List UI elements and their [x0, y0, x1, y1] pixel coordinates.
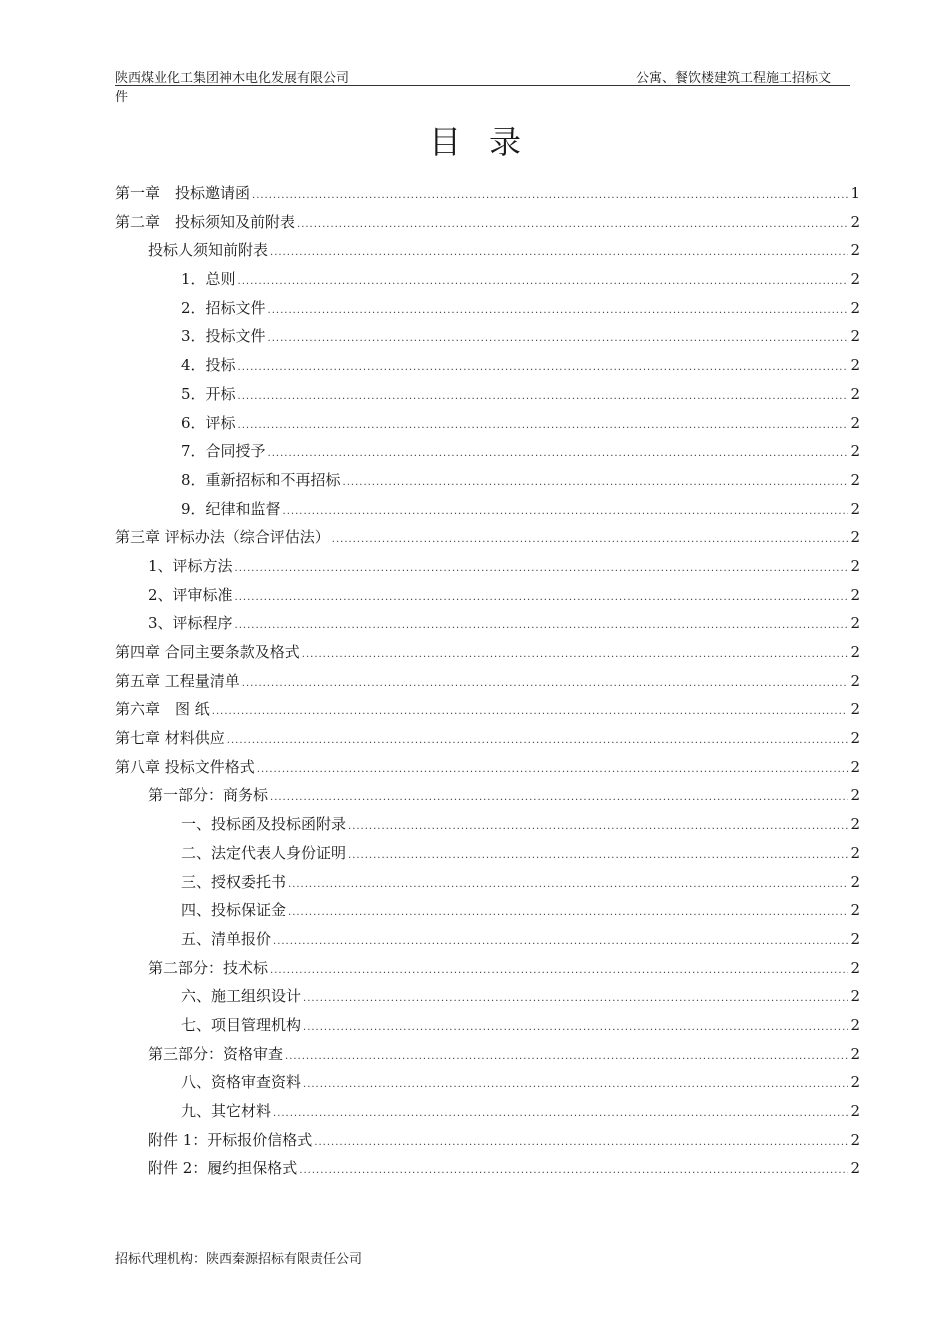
toc-entry-page: 2 — [850, 671, 860, 690]
toc-entry[interactable] — [115, 928, 860, 957]
toc-entry-page: 2 — [850, 929, 860, 948]
toc-entry-page: 2 — [850, 643, 860, 661]
toc-entry[interactable] — [115, 756, 860, 785]
toc-entry-page: 2 — [850, 384, 860, 403]
toc-dot-leader — [257, 764, 849, 775]
toc-dot-leader — [348, 821, 848, 832]
toc-dot-leader — [343, 477, 849, 488]
toc-entry-title: 第三章 评标办法（综合评估法） — [115, 528, 330, 547]
toc-entry-title: 附件 2：履约担保格式 — [148, 1159, 298, 1178]
toc-entry-title: 3．投标文件 — [181, 327, 266, 346]
toc-entry-title: 8．重新招标和不再招标 — [181, 470, 341, 489]
toc-dot-leader — [238, 362, 849, 373]
toc-entry-title: 第八章 投标文件格式 — [115, 757, 255, 776]
toc-entry-page: 2 — [850, 556, 860, 575]
toc-entry-title: 1．总则 — [181, 270, 236, 289]
table-of-contents — [115, 182, 860, 1186]
toc-entry-title: 八、资格审查资料 — [181, 1073, 302, 1092]
toc-dot-leader — [235, 620, 849, 631]
toc-entry[interactable] — [115, 1014, 860, 1043]
toc-entry-title: 一、投标函及投标函附录 — [181, 815, 347, 834]
toc-entry-page: 2 — [850, 1044, 860, 1063]
toc-entry-page: 2 — [850, 901, 860, 920]
toc-entry-title: 三、授权委托书 — [181, 872, 287, 891]
header-right: 公寓、餐饮楼建筑工程施工招标文 — [636, 71, 832, 86]
toc-entry-title: 附件 1：开标报价信格式 — [148, 1130, 313, 1149]
toc-entry-page: 2 — [850, 757, 860, 776]
toc-entry-title: 第六章 图 纸 — [115, 700, 210, 719]
toc-entry[interactable] — [115, 985, 860, 1014]
toc-entry[interactable] — [115, 182, 860, 211]
toc-entry-title: 2、评审标准 — [148, 585, 233, 604]
toc-entry[interactable] — [115, 584, 860, 613]
toc-entry-page: 1 — [850, 184, 860, 202]
header-left-line2: 件 — [115, 90, 129, 105]
toc-entry[interactable] — [115, 383, 860, 412]
toc-entry-title: 第二章 投标须知及前附表 — [115, 212, 296, 231]
toc-entry-page: 2 — [850, 298, 860, 317]
toc-entry-page: 2 — [850, 499, 860, 518]
toc-dot-leader — [238, 276, 849, 287]
toc-entry-page: 2 — [850, 470, 860, 489]
toc-dot-leader — [288, 907, 848, 918]
toc-entry-page: 2 — [850, 528, 860, 547]
toc-entry-title: 第一部分：商务标 — [148, 786, 269, 805]
toc-entry-page: 2 — [850, 241, 860, 260]
toc-dot-leader — [242, 678, 849, 689]
toc-entry-title: 6．评标 — [181, 413, 236, 432]
toc-entry-page: 2 — [850, 700, 860, 719]
toc-entry[interactable] — [115, 899, 860, 928]
toc-entry-title: 5．开标 — [181, 384, 236, 403]
toc-dot-leader — [273, 1108, 848, 1119]
toc-dot-leader — [212, 706, 849, 717]
toc-entry-title: 四、投标保证金 — [181, 901, 287, 920]
toc-entry[interactable] — [115, 641, 860, 670]
toc-entry-title: 4．投标 — [181, 356, 236, 375]
toc-entry[interactable] — [115, 957, 860, 986]
toc-entry-title: 第二部分：技术标 — [148, 958, 269, 977]
toc-dot-leader — [270, 247, 848, 258]
toc-dot-leader — [299, 1165, 848, 1176]
toc-entry-title: 1、评标方法 — [148, 556, 233, 575]
toc-entry-page: 2 — [850, 614, 860, 633]
toc-dot-leader — [303, 1022, 848, 1033]
toc-entry-page: 2 — [850, 212, 860, 231]
toc-dot-leader — [268, 305, 849, 316]
toc-entry-page: 2 — [850, 327, 860, 346]
toc-entry-page: 2 — [850, 442, 860, 461]
toc-entry-title: 第四章 合同主要条款及格式 — [115, 643, 300, 661]
toc-dot-leader — [238, 420, 849, 431]
toc-entry-page: 2 — [850, 585, 860, 604]
toc-entry[interactable] — [115, 727, 860, 756]
toc-dot-leader — [302, 649, 849, 660]
toc-entry[interactable] — [115, 268, 860, 297]
footer-agency: 招标代理机构：陕西秦源招标有限责任公司 — [115, 1252, 363, 1267]
toc-entry[interactable] — [115, 612, 860, 641]
page-title: 目录 — [428, 123, 549, 161]
toc-entry[interactable] — [115, 440, 860, 469]
toc-dot-leader — [348, 850, 848, 861]
toc-dot-leader — [252, 190, 848, 201]
toc-entry[interactable] — [115, 842, 860, 871]
toc-entry[interactable] — [115, 784, 860, 813]
toc-entry-page: 2 — [850, 729, 860, 748]
toc-dot-leader — [270, 792, 848, 803]
toc-dot-leader — [283, 506, 849, 517]
toc-entry[interactable] — [115, 325, 860, 354]
toc-entry-title: 二、法定代表人身份证明 — [181, 843, 347, 862]
toc-entry[interactable] — [115, 469, 860, 498]
toc-dot-leader — [235, 592, 849, 603]
header-left — [115, 69, 635, 107]
toc-dot-leader — [332, 534, 849, 545]
toc-entry-page: 2 — [850, 270, 860, 289]
toc-entry[interactable] — [115, 1043, 860, 1072]
toc-dot-leader — [270, 965, 848, 976]
toc-entry-title: 投标人须知前附表 — [148, 241, 269, 260]
toc-entry-page: 2 — [850, 413, 860, 432]
toc-dot-leader — [303, 993, 848, 1004]
toc-entry[interactable] — [115, 698, 860, 727]
toc-entry-title: 五、清单报价 — [181, 929, 272, 948]
toc-entry[interactable] — [115, 297, 860, 326]
toc-dot-leader — [314, 1137, 848, 1148]
toc-entry[interactable] — [115, 354, 860, 383]
header-left-line1: 陕西煤业化工集团神木电化发展有限公司 — [115, 71, 350, 86]
toc-entry-page: 2 — [850, 958, 860, 977]
toc-entry-page: 2 — [850, 356, 860, 375]
toc-entry-title: 7．合同授予 — [181, 442, 266, 461]
toc-entry-title: 9．纪律和监督 — [181, 499, 281, 518]
toc-dot-leader — [288, 879, 848, 890]
toc-entry[interactable] — [115, 211, 860, 240]
toc-entry-page: 2 — [850, 872, 860, 891]
toc-dot-leader — [235, 563, 849, 574]
header-divider — [115, 85, 850, 86]
toc-dot-leader — [273, 936, 848, 947]
toc-entry[interactable] — [115, 1129, 860, 1158]
toc-entry-title: 七、项目管理机构 — [181, 1015, 302, 1034]
toc-entry[interactable] — [115, 526, 860, 555]
toc-entry[interactable] — [115, 1157, 860, 1186]
toc-entry[interactable] — [115, 1100, 860, 1129]
toc-entry-page: 2 — [850, 987, 860, 1006]
toc-entry[interactable] — [115, 239, 860, 268]
toc-entry-page: 2 — [850, 1073, 860, 1092]
toc-entry[interactable] — [115, 670, 860, 699]
toc-entry-title: 第一章 投标邀请函 — [115, 184, 251, 202]
toc-entry-page: 2 — [850, 1102, 860, 1120]
toc-dot-leader — [285, 1051, 848, 1062]
toc-entry-title: 第七章 材料供应 — [115, 729, 225, 748]
toc-entry-page: 2 — [850, 786, 860, 805]
toc-entry-page: 2 — [850, 1159, 860, 1178]
toc-entry-title: 六、施工组织设计 — [181, 987, 302, 1006]
toc-entry-title: 第三部分：资格审查 — [148, 1044, 284, 1063]
toc-entry-title: 2．招标文件 — [181, 298, 266, 317]
toc-entry-title: 九、其它材料 — [181, 1102, 272, 1120]
toc-dot-leader — [268, 448, 849, 459]
toc-dot-leader — [268, 333, 849, 344]
toc-entry[interactable] — [115, 1071, 860, 1100]
toc-entry[interactable] — [115, 412, 860, 441]
toc-entry-title: 3、评标程序 — [148, 614, 233, 633]
toc-dot-leader — [297, 219, 848, 230]
toc-entry-title: 第五章 工程量清单 — [115, 671, 240, 690]
toc-entry-page: 2 — [850, 1015, 860, 1034]
toc-entry-page: 2 — [850, 843, 860, 862]
toc-entry[interactable] — [115, 871, 860, 900]
toc-entry[interactable] — [115, 813, 860, 842]
toc-dot-leader — [303, 1079, 848, 1090]
toc-dot-leader — [238, 391, 849, 402]
toc-entry-page: 2 — [850, 1130, 860, 1149]
toc-dot-leader — [227, 735, 849, 746]
toc-entry[interactable] — [115, 498, 860, 527]
toc-entry[interactable] — [115, 555, 860, 584]
toc-entry-page: 2 — [850, 815, 860, 834]
